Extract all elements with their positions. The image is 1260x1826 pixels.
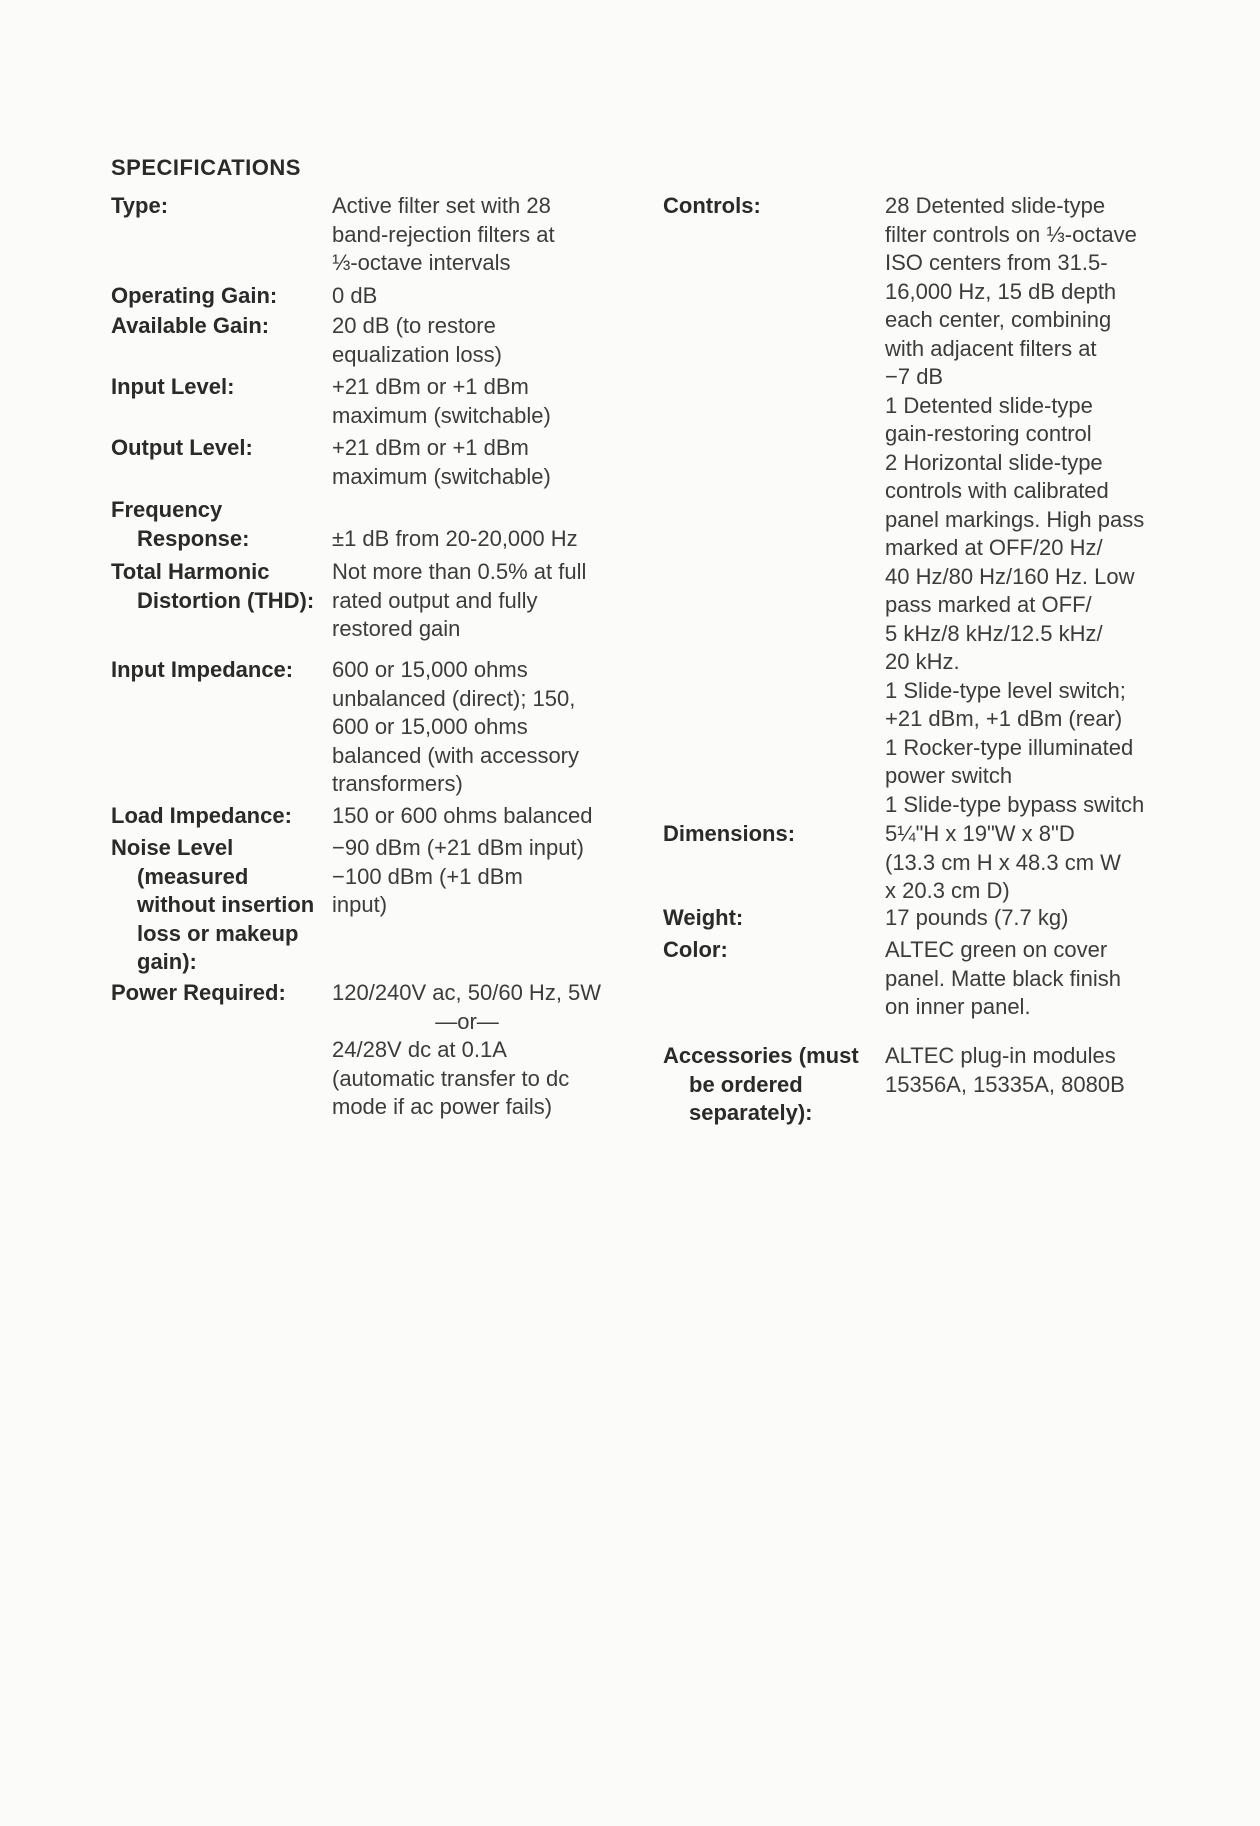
spec-value-line: panel. Matte black finish bbox=[885, 965, 1122, 991]
spec-value-line: 16,000 Hz, 15 dB depth bbox=[885, 278, 1117, 304]
spec-value-line: 0 dB bbox=[332, 283, 378, 308]
spec-value bbox=[885, 820, 1121, 906]
spec-label-line: Frequency bbox=[111, 497, 223, 522]
spec-label bbox=[663, 192, 761, 221]
spec-value-line: ⅓-octave intervals bbox=[332, 250, 511, 275]
spec-value-line: 24/28V dc at 0.1A bbox=[332, 1037, 507, 1062]
spec-value-line: 5¼"H x 19"W x 8"D bbox=[885, 821, 1075, 846]
spec-value-line: 600 or 15,000 ohms bbox=[332, 714, 528, 739]
spec-value-line: x 20.3 cm D) bbox=[885, 878, 1010, 903]
spec-value-line: mode if ac power fails) bbox=[332, 1094, 553, 1119]
spec-label-line: Input Level: bbox=[111, 374, 235, 399]
spec-label bbox=[663, 904, 743, 933]
spec-value-line: each center, combining bbox=[885, 307, 1112, 332]
spec-row bbox=[663, 1042, 1183, 1128]
spec-label-line: Operating Gain: bbox=[111, 283, 278, 308]
spec-row bbox=[663, 820, 1183, 903]
spec-value-line: on inner panel. bbox=[885, 994, 1031, 1019]
spec-value-line: marked at OFF/20 Hz/ bbox=[885, 535, 1103, 560]
spec-label bbox=[111, 834, 314, 977]
spec-row bbox=[111, 434, 651, 489]
spec-value-line: 600 or 15,000 ohms bbox=[332, 657, 528, 682]
spec-row bbox=[111, 312, 651, 367]
spec-label-line: gain): bbox=[137, 949, 197, 974]
spec-value bbox=[885, 936, 1121, 1022]
spec-value bbox=[332, 373, 551, 430]
spec-label bbox=[111, 979, 286, 1008]
spec-label-line: Noise Level bbox=[111, 835, 234, 860]
spec-label bbox=[111, 434, 253, 463]
spec-value bbox=[885, 192, 1144, 819]
spec-value bbox=[332, 979, 602, 1122]
spec-label-line: (measured bbox=[137, 863, 249, 889]
spec-value-line: Not more than 0.5% at full bbox=[332, 559, 587, 584]
spec-value bbox=[332, 192, 555, 278]
spec-row bbox=[111, 979, 651, 1119]
spec-value-line: ±1 dB from 20-20,000 Hz bbox=[332, 525, 578, 551]
spec-value bbox=[332, 558, 586, 644]
spec-value-line: ALTEC green on cover bbox=[885, 937, 1108, 962]
spec-label bbox=[111, 656, 293, 685]
spec-value-line: Active filter set with 28 bbox=[332, 193, 551, 218]
spec-value-line: filter controls on ⅓-octave bbox=[885, 221, 1137, 247]
spec-value-line: ALTEC plug-in modules bbox=[885, 1043, 1116, 1068]
spec-value-line: −90 dBm (+21 dBm input) bbox=[332, 835, 584, 860]
spec-value-line: maximum (switchable) bbox=[332, 463, 551, 489]
spec-row bbox=[663, 904, 1183, 933]
spec-label-line: loss or makeup bbox=[137, 920, 299, 946]
spec-label-line: be ordered bbox=[689, 1071, 803, 1097]
spec-value-line: 20 dB (to restore bbox=[332, 313, 496, 338]
spec-value-line: pass marked at OFF/ bbox=[885, 592, 1092, 617]
spec-row bbox=[663, 192, 1183, 817]
spec-label-line: Response: bbox=[137, 525, 250, 551]
spec-value bbox=[332, 434, 551, 491]
spec-value-line: —or— bbox=[435, 1008, 499, 1034]
page-title: SPECIFICATIONS bbox=[111, 155, 301, 180]
spec-label-line: Dimensions: bbox=[663, 821, 796, 846]
spec-value-line: panel markings. High pass bbox=[885, 506, 1145, 532]
spec-label bbox=[111, 282, 277, 311]
spec-value-line: unbalanced (direct); 150, bbox=[332, 685, 576, 711]
spec-label bbox=[663, 1042, 859, 1128]
spec-value-line: 1 Slide-type level switch; bbox=[885, 677, 1126, 703]
spec-label-line: separately): bbox=[689, 1100, 813, 1125]
spec-label bbox=[111, 802, 292, 831]
spec-value-line: −7 dB bbox=[885, 364, 944, 389]
spec-value-line: −100 dBm (+1 dBm bbox=[332, 863, 523, 889]
spec-label bbox=[663, 820, 795, 849]
spec-label-line: Input Impedance: bbox=[111, 657, 294, 682]
spec-value-line: (automatic transfer to dc bbox=[332, 1065, 570, 1091]
spec-value-line: power switch bbox=[885, 763, 1013, 788]
spec-value-line: +21 dBm or +1 dBm bbox=[332, 435, 529, 460]
spec-label-line: Color: bbox=[663, 937, 728, 962]
spec-label bbox=[111, 496, 249, 553]
spec-label bbox=[111, 312, 269, 341]
spec-value-line: ISO centers from 31.5- bbox=[885, 250, 1108, 275]
spec-value bbox=[885, 1042, 1125, 1099]
spec-value-line bbox=[332, 496, 578, 525]
spec-value-line: rated output and fully bbox=[332, 587, 538, 613]
spec-row bbox=[111, 282, 651, 311]
spec-label-line: Output Level: bbox=[111, 435, 253, 460]
spec-row bbox=[111, 656, 651, 796]
spec-label bbox=[663, 936, 728, 965]
spec-label bbox=[111, 192, 168, 221]
spec-label-line: Available Gain: bbox=[111, 313, 270, 338]
spec-value-line: 150 or 600 ohms balanced bbox=[332, 803, 593, 828]
spec-value bbox=[332, 496, 578, 553]
spec-label bbox=[111, 558, 314, 615]
spec-label-line: Distortion (THD): bbox=[137, 587, 315, 613]
spec-value-line: with adjacent filters at bbox=[885, 335, 1097, 361]
spec-value-line: 120/240V ac, 50/60 Hz, 5W bbox=[332, 980, 602, 1005]
spec-value-line: 2 Horizontal slide-type bbox=[885, 449, 1103, 475]
spec-value-line: 40 Hz/80 Hz/160 Hz. Low bbox=[885, 563, 1135, 589]
spec-row bbox=[111, 496, 651, 553]
spec-value-line: controls with calibrated bbox=[885, 478, 1109, 503]
spec-row bbox=[111, 192, 651, 275]
spec-value-line: restored gain bbox=[332, 616, 461, 641]
spec-value-line: input) bbox=[332, 892, 388, 917]
spec-value-line: 17 pounds (7.7 kg) bbox=[885, 905, 1069, 930]
spec-label-line: Power Required: bbox=[111, 980, 286, 1005]
spec-value bbox=[885, 904, 1068, 933]
spec-label-line: Load Impedance: bbox=[111, 803, 292, 828]
spec-value-line: balanced (with accessory bbox=[332, 742, 580, 768]
spec-label bbox=[111, 373, 234, 402]
spec-label-line: Total Harmonic bbox=[111, 559, 270, 584]
spec-value-line: +21 dBm or +1 dBm bbox=[332, 374, 529, 399]
spec-value-line: band-rejection filters at bbox=[332, 221, 555, 247]
spec-value-line: 15356A, 15335A, 8080B bbox=[885, 1071, 1125, 1097]
spec-row bbox=[111, 373, 651, 428]
spec-value-line: 5 kHz/8 kHz/12.5 kHz/ bbox=[885, 620, 1103, 646]
spec-row bbox=[663, 936, 1183, 1019]
spec-value bbox=[332, 312, 502, 369]
spec-label-line: Weight: bbox=[663, 905, 744, 930]
spec-value bbox=[332, 802, 593, 831]
spec-label-line: Type: bbox=[111, 193, 169, 218]
spec-value-line: 28 Detented slide-type bbox=[885, 193, 1106, 218]
spec-value-line: 20 kHz. bbox=[885, 649, 960, 674]
spec-label-line: Accessories (must bbox=[663, 1043, 859, 1068]
spec-row bbox=[111, 558, 651, 641]
spec-value-line: transformers) bbox=[332, 771, 463, 796]
spec-value-line: maximum (switchable) bbox=[332, 402, 551, 428]
spec-value bbox=[332, 656, 579, 799]
spec-row bbox=[111, 802, 651, 831]
spec-value-line: 1 Rocker-type illuminated bbox=[885, 734, 1134, 760]
spec-label-line: without insertion bbox=[137, 892, 315, 917]
spec-value-line: 1 Slide-type bypass switch bbox=[885, 791, 1145, 817]
spec-value-line: (13.3 cm H x 48.3 cm W bbox=[885, 849, 1121, 875]
spec-value bbox=[332, 282, 377, 311]
spec-value-line: +21 dBm, +1 dBm (rear) bbox=[885, 706, 1123, 731]
spec-row bbox=[111, 834, 651, 977]
spec-label-line: Controls: bbox=[663, 193, 761, 218]
spec-value-line: gain-restoring control bbox=[885, 421, 1092, 446]
spec-value bbox=[332, 834, 584, 920]
spec-value-line: 1 Detented slide-type bbox=[885, 392, 1093, 418]
spec-value-line: equalization loss) bbox=[332, 341, 502, 367]
